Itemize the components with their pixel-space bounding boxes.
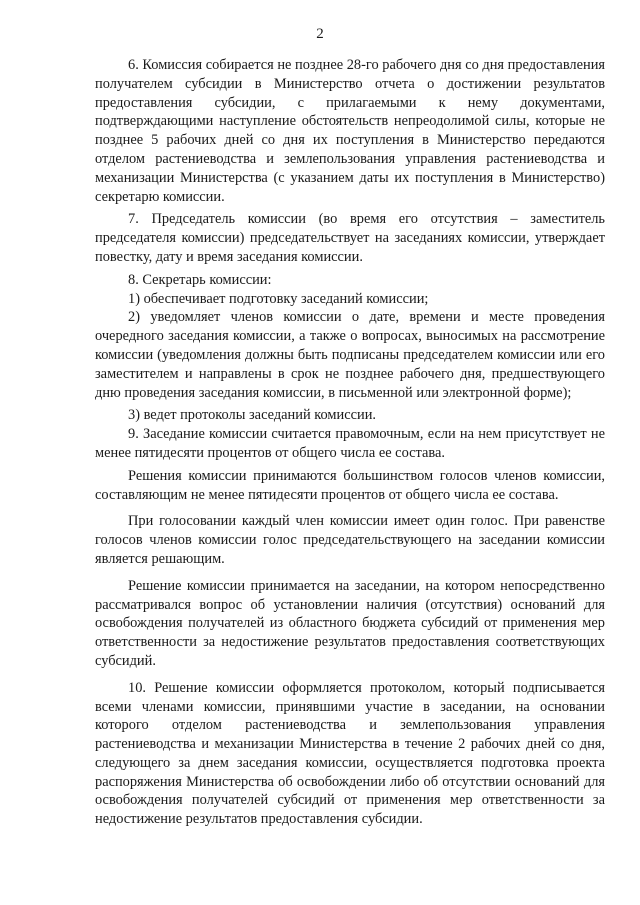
paragraph-8-item-2: 2) уведомляет членов комиссии о дате, времени и месте проведения очередного заседания комиссии, а также о вопросах, выносимых на рассмотрение комиссии (уведомления должны быть подписаны председателем комиссии или его заместителем и направлены в срок не позднее рабочего дня, предшествующего дню проведения заседания комиссии, в письменной или электронной форме); [95,309,605,401]
paragraph-7-chairman: 7. Председатель комиссии (во время его отсутствия – заместитель председателя комиссии) председательствует на заседаниях комиссии, утверждает повестку, дату и время заседания комиссии. [95,211,605,265]
paragraph-8-item-3: 3) ведет протоколы заседаний комиссии. [128,407,377,424]
paragraph-9-decision-scope: Решение комиссии принимается на заседании, на котором непосредственно рассматривался вопрос об установлении наличия (отсутствия) оснований для освобождения получателей из областного бюджета субсидий от применения мер ответственности за недостижение результатов предоставления соответствующих субсидий. [95,577,605,669]
paragraph-9-voting: При голосовании каждый член комиссии имеет один голос. При равенстве голосов членов комиссии голос председательствующего на заседании комиссии является решающим. [95,513,605,567]
paragraph-10-protocol: 10. Решение комиссии оформляется протоколом, который подписывается всеми членами комиссии, принявшими участие в заседании, на основании которого отделом растениеводства и землепользования управления растениеводства и механизации Министерства в течение 2 рабочих дней со дня, следующего за днем заседания комиссии, осуществляется подготовка проекта распоряжения Министерства об освобождении либо об отсутствии оснований для освобождения получателей субсидий от применения мер ответственности за недостижение результатов предоставления субсидии. [95,679,605,828]
paragraph-6-commission-meeting: 6. Комиссия собирается не позднее 28-го рабочего дня со дня предоставления получателем субсидии в Министерство отчета о достижении результатов предоставления субсидии, с прилагаемыми к нему документами, подтверждающими наступление обстоятельств непреодолимой силы, которые не позднее 5 рабочих дней со дня их поступления в Министерство передаются отделом растениеводства и землепользования управления растениеводства и механизации Министерства (с указанием даты их поступления в Министерство) секретарю комиссии. [95,57,606,205]
page-number: 2 [316,26,324,42]
paragraph-9-quorum: 9. Заседание комиссии считается правомочным, если на нем присутствует не менее пятидесяти процентов от общего числа ее состава. [95,426,605,461]
paragraph-9-decisions: Решения комиссии принимаются большинством голосов членов комиссии, составляющим не менее пятидесяти процентов от общего числа ее состава. [95,467,605,503]
paragraph-8-secretary: 8. Секретарь комиссии: [128,271,272,288]
document-body [95,56,605,829]
paragraph-8-item-1: 1) обеспечивает подготовку заседаний комиссии; [128,290,429,307]
